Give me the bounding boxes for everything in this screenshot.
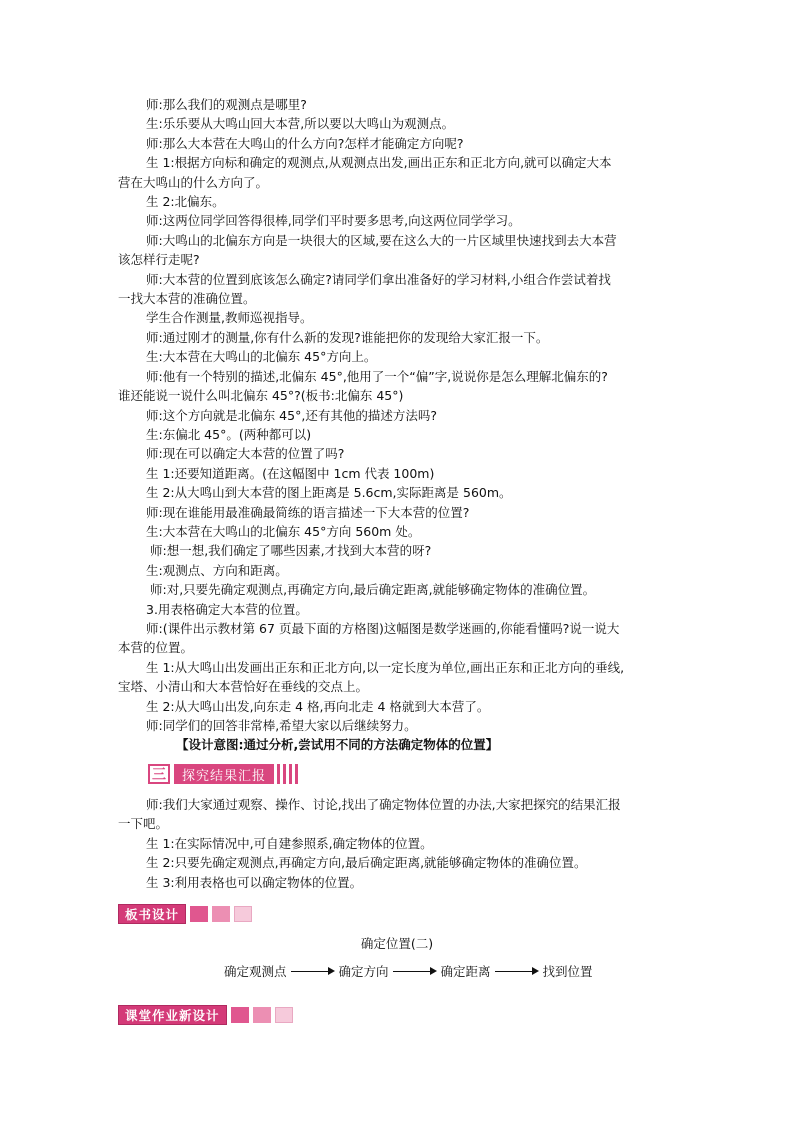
dialogue-line: 师:现在谁能用最准确最简练的语言描述一下大本营的位置? — [146, 504, 470, 520]
banner-label: 课堂作业新设计 — [118, 1005, 227, 1025]
board-flow — [224, 962, 593, 980]
results-line: 生 2:只要先确定观测点,再确定方向,最后确定距离,就能够确定物体的准确位置。 — [146, 855, 587, 871]
decorative-square — [253, 1007, 271, 1023]
dialogue-line: 生 1:根据方向标和确定的观测点,从观测点出发,画出正东和正北方向,就可以确定大本 — [146, 155, 612, 171]
section-heading-results — [148, 762, 301, 786]
section-number: 三 — [148, 764, 170, 784]
decorative-square — [234, 906, 252, 922]
decorative-square — [190, 906, 208, 922]
dialogue-line: 师:想一想,我们确定了哪些因素,才找到大本营的呀? — [150, 543, 432, 559]
dialogue-line: 师:那么我们的观测点是哪里? — [146, 97, 307, 112]
dialogue-line: 学生合作测量,教师巡视指导。 — [146, 310, 313, 326]
dialogue-line: 本营的位置。 — [118, 640, 194, 656]
dialogue-line: 生:观测点、方向和距离。 — [146, 562, 288, 578]
dialogue-line: 师:(课件出示教材第 67 页最下面的方格图)这幅图是数学迷画的,你能看懂吗?说一说大 — [146, 620, 620, 636]
homework-banner — [118, 1005, 293, 1025]
board-title: 确定位置(二) — [360, 936, 434, 951]
dialogue-line: 生:大本营在大鸣山的北偏东 45°方向 560m 处。 — [146, 523, 421, 539]
results-line: 一下吧。 — [118, 816, 169, 832]
results-line: 生 3:利用表格也可以确定物体的位置。 — [146, 874, 363, 890]
dialogue-line: 师:通过刚才的测量,你有什么新的发现?谁能把你的发现给大家汇报一下。 — [146, 329, 549, 345]
dialogue-line: 师:大鸣山的北偏东方向是一块很大的区域,要在这么大的一片区域里快速找到去大本营 — [146, 232, 617, 248]
dialogue-line: 3.用表格确定大本营的位置。 — [146, 601, 308, 617]
dialogue-block — [118, 95, 678, 755]
arrow-right-icon — [393, 965, 437, 977]
dialogue-line: 生 1:从大鸣山出发画出正东和正北方向,以一定长度为单位,画出正东和正北方向的垂线, — [146, 659, 625, 675]
dialogue-line: 生 2:从大鸣山出发,向东走 4 格,再向北走 4 格就到大本营了。 — [146, 698, 490, 714]
flow-step: 确定距离 — [440, 964, 491, 979]
flow-step: 找到位置 — [542, 964, 593, 979]
banner-label: 板书设计 — [118, 904, 186, 924]
decorative-square — [275, 1007, 293, 1023]
section-title: 探究结果汇报 — [174, 764, 274, 784]
dialogue-line: 营在大鸣山的什么方向了。 — [118, 174, 269, 190]
decorative-square — [231, 1007, 249, 1023]
dialogue-line: 师:现在可以确定大本营的位置了吗? — [146, 446, 345, 462]
decorative-stripes — [277, 764, 301, 784]
board-design-banner — [118, 904, 252, 924]
dialogue-line: 一找大本营的准确位置。 — [118, 291, 256, 307]
dialogue-line: 师:那么大本营在大鸣山的什么方向?怎样才能确定方向呢? — [146, 135, 464, 151]
dialogue-line: 师:这个方向就是北偏东 45°,还有其他的描述方法吗? — [146, 407, 437, 423]
arrow-right-icon — [495, 965, 539, 977]
results-block — [118, 795, 678, 892]
dialogue-line: 该怎样行走呢? — [118, 252, 200, 268]
dialogue-line: 师:这两位同学回答得很棒,同学们平时要多思考,向这两位同学学习。 — [146, 213, 521, 229]
arrow-right-icon — [291, 965, 335, 977]
flow-step: 确定观测点 — [224, 964, 287, 979]
dialogue-line: 师:同学们的回答非常棒,希望大家以后继续努力。 — [146, 718, 417, 733]
dialogue-line: 师:对,只要先确定观测点,再确定方向,最后确定距离,就能够确定物体的准确位置。 — [150, 582, 596, 598]
dialogue-line: 师:大本营的位置到底该怎么确定?请同学们拿出准备好的学习材料,小组合作尝试着找 — [146, 271, 611, 287]
dialogue-line: 师:他有一个特别的描述,北偏东 45°,他用了一个“偏”字,说说你是怎么理解北偏东的? — [146, 368, 608, 384]
dialogue-line: 生:东偏北 45°。(两种都可以) — [146, 426, 312, 442]
flow-step: 确定方向 — [338, 964, 389, 979]
dialogue-line: 生:乐乐要从大鸣山回大本营,所以要以大鸣山为观测点。 — [146, 116, 455, 132]
design-intent-note: 【设计意图:通过分析,尝试用不同的方法确定物体的位置】 — [176, 737, 499, 753]
results-line: 师:我们大家通过观察、操作、讨论,找出了确定物体位置的办法,大家把探究的结果汇报 — [146, 797, 621, 812]
dialogue-line: 宝塔、小清山和大本营恰好在垂线的交点上。 — [118, 679, 369, 695]
dialogue-line: 生 1:还要知道距离。(在这幅图中 1cm 代表 100m) — [146, 465, 435, 481]
decorative-square — [212, 906, 230, 922]
dialogue-line: 生 2:从大鸣山到大本营的图上距离是 5.6cm,实际距离是 560m。 — [146, 485, 512, 501]
dialogue-line: 生 2:北偏东。 — [146, 194, 225, 210]
dialogue-line: 谁还能说一说什么叫北偏东 45°?(板书:北偏东 45°) — [118, 388, 404, 404]
dialogue-line: 生:大本营在大鸣山的北偏东 45°方向上。 — [146, 349, 377, 365]
results-line: 生 1:在实际情况中,可自建参照系,确定物体的位置。 — [146, 835, 433, 851]
